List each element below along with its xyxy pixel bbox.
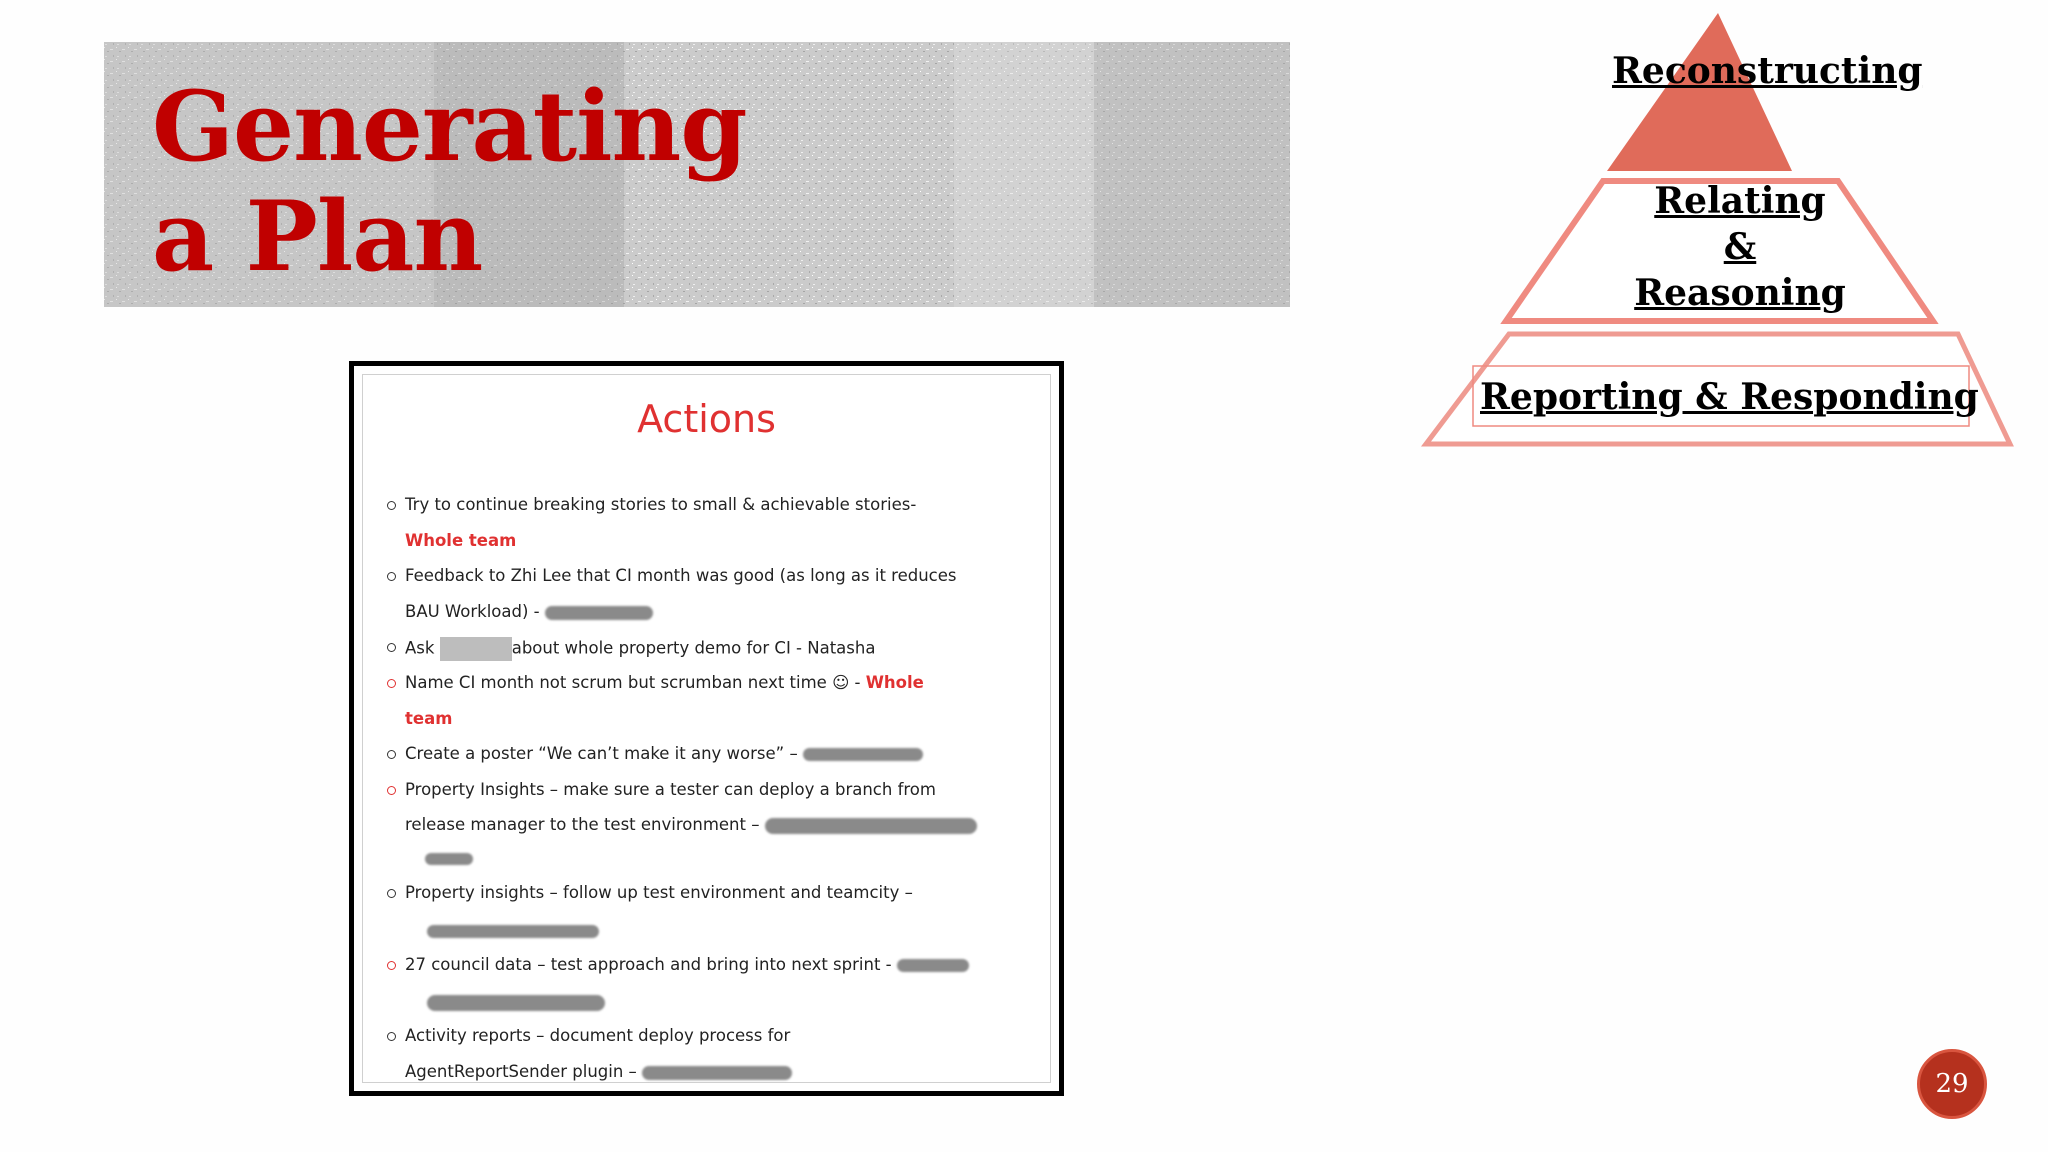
redacted-name: [427, 995, 605, 1011]
action-item-1-owner: Whole team: [405, 531, 517, 550]
action-text: Create a poster “We can’t make it any worse” –: [405, 744, 798, 763]
action-item-3: [405, 637, 875, 661]
action-text: release manager to the test environment –: [405, 815, 760, 834]
title-line-1: Generating: [152, 70, 747, 183]
title-line-2: a Plan: [152, 180, 483, 293]
action-item-5: [405, 744, 923, 763]
redacted-name: [897, 959, 969, 972]
bullet-icon: [387, 889, 396, 898]
action-item-2-line2: [405, 602, 653, 621]
bullet-icon: [387, 643, 396, 652]
action-text: Feedback to Zhi Lee that CI month was good (as long as it reduces: [405, 566, 957, 585]
action-text: Try to continue breaking stories to small & achievable stories-: [405, 495, 917, 514]
page-number-badge: [1917, 1049, 1987, 1119]
redacted-name: [545, 606, 653, 620]
pyramid-diagram: [1420, 8, 2020, 458]
action-item-7: [405, 883, 913, 902]
redacted-name: [425, 853, 473, 865]
action-text: Activity reports – document deploy process for: [405, 1026, 791, 1045]
actions-heading: Actions: [637, 397, 776, 441]
bullet-icon: [387, 572, 396, 581]
action-item-4-owner: team: [405, 709, 453, 728]
bullet-icon: [387, 786, 396, 795]
action-owner: Whole: [865, 673, 924, 692]
action-text: about whole property demo for CI - Natasha: [511, 638, 876, 658]
bullet-icon: [387, 679, 396, 688]
page-number: 29: [1935, 1069, 1969, 1099]
action-text: Property insights – follow up test environment and teamcity –: [405, 883, 913, 902]
action-item-9: [405, 1026, 790, 1045]
actions-image: [349, 361, 1064, 1096]
pyramid-middle-label-3: Reasoning: [1634, 272, 1846, 314]
bullet-icon: [387, 750, 396, 759]
pyramid-top-tier: [1607, 13, 1792, 171]
bullet-icon: [387, 1032, 396, 1041]
action-text: AgentReportSender plugin –: [405, 1062, 637, 1081]
redacted-name: [642, 1066, 792, 1080]
pyramid-middle-label-2: &: [1723, 226, 1757, 268]
action-item-2: [405, 566, 957, 585]
redacted-name: [427, 925, 599, 938]
action-text: 27 council data – test approach and bring into next sprint -: [405, 955, 892, 974]
action-text: Name CI month not scrum but scrumban next time ☺ -: [405, 673, 861, 692]
action-item-6: [405, 780, 936, 799]
action-text: Ask: [405, 638, 435, 658]
action-item-1: [405, 495, 916, 514]
action-item-6-line2: [405, 815, 977, 834]
slide-title: [152, 72, 746, 292]
pyramid-bottom-label: Reporting & Responding: [1480, 376, 1979, 418]
redacted-name: [765, 818, 977, 834]
action-item-9-line2: [405, 1062, 792, 1081]
redacted-name: [440, 637, 512, 661]
bullet-icon: [387, 501, 396, 510]
pyramid-middle-label-1: Relating: [1654, 180, 1826, 222]
action-text: Property Insights – make sure a tester can deploy a branch from: [405, 780, 936, 799]
actions-image-inner: [362, 374, 1051, 1083]
action-item-8: [405, 955, 969, 974]
redacted-name: [803, 748, 923, 761]
action-item-4: [405, 673, 924, 692]
bullet-icon: [387, 961, 396, 970]
title-banner: [104, 42, 1290, 307]
action-text: BAU Workload) -: [405, 602, 540, 621]
pyramid-top-label: Reconstructing: [1612, 50, 1923, 92]
